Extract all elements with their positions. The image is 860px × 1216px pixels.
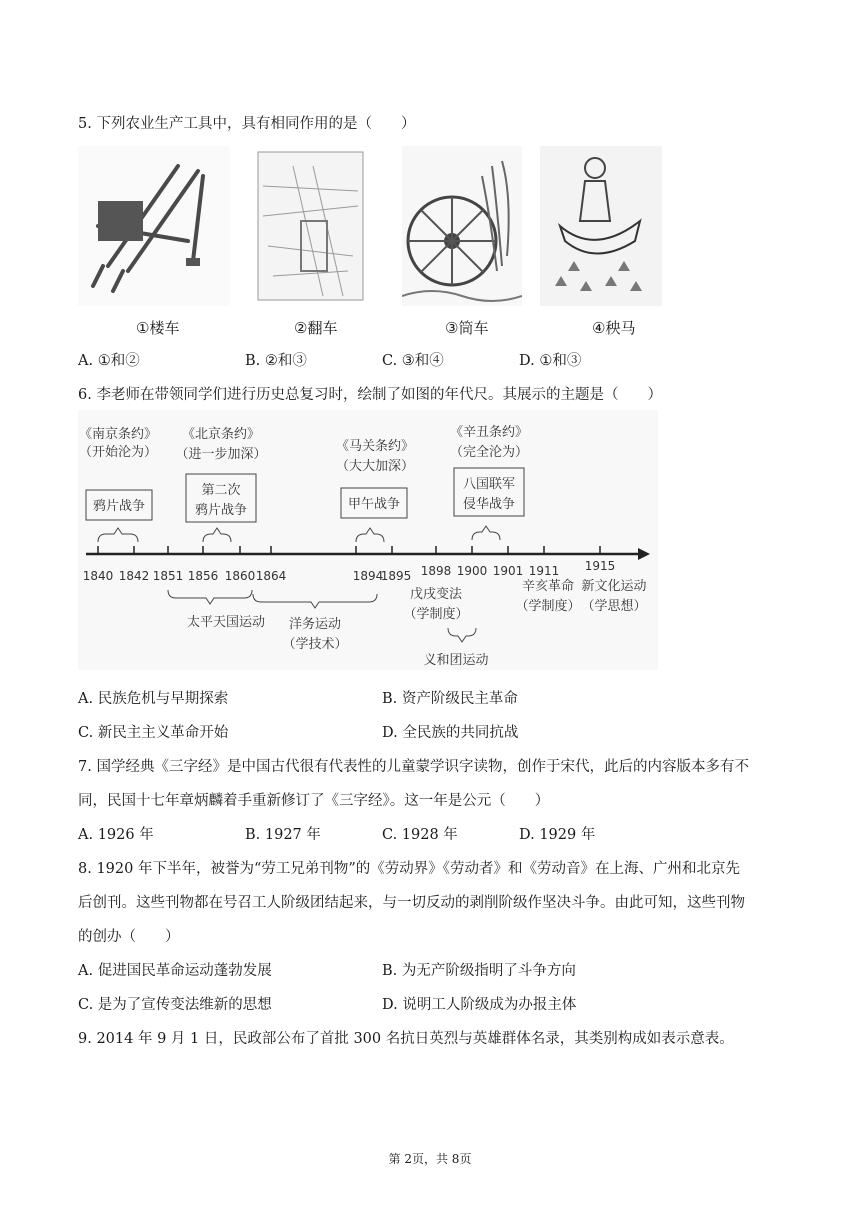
q6-option-d[interactable]: D. 全民族的共同抗战 — [382, 725, 519, 741]
q5-option-d[interactable]: D. ①和③ — [519, 353, 582, 369]
event-opium-war: 鸦片战争 — [92, 499, 146, 514]
year-1911: 1911 — [528, 564, 560, 578]
event-hundred-days-reform: 戊戌变法 — [409, 587, 463, 602]
chain-pump-icon — [253, 146, 368, 306]
question-7-stem-2: 同，民国十七年章炳麟着手重新修订了《三字经》。这一年是公元（ ） — [78, 793, 550, 809]
event-sino-japanese-war: 甲午战争 — [347, 497, 401, 512]
treaty-beijing: 《北京条约》 — [181, 427, 261, 442]
q8-option-b[interactable]: B. 为无产阶级指明了斗争方向 — [382, 963, 576, 979]
q7-option-c[interactable]: C. 1928 年 — [382, 827, 458, 843]
q8-option-d[interactable]: D. 说明工人阶级成为办报主体 — [382, 997, 577, 1013]
question-8-stem-3: 的创办（ ） — [78, 929, 180, 945]
q5-option-a[interactable]: A. ①和② — [78, 353, 140, 369]
question-5-stem: 5. 下列农业生产工具中，具有相同作用的是（ ） — [78, 116, 416, 132]
note-shimonoseki: （大大加深） — [335, 459, 415, 474]
note-new-culture: （学思想） — [581, 599, 647, 614]
q5-option-b[interactable]: B. ②和③ — [245, 353, 307, 369]
image-label-2: ②翻车 — [294, 319, 338, 337]
q7-option-a[interactable]: A. 1926 年 — [78, 827, 154, 843]
year-1856: 1856 — [187, 569, 219, 583]
seed-drill-icon — [78, 146, 230, 306]
q6-option-c[interactable]: C. 新民主主义革命开始 — [78, 725, 229, 741]
image-label-3: ③筒车 — [445, 319, 489, 337]
question-8-stem-2: 后创刊。这些刊物都在号召工人阶级团结起来，与一切反动的剥削阶级作坚决斗争。由此可知，这些刊物 — [78, 895, 745, 911]
event-eight-nation-1: 八国联军 — [462, 477, 516, 492]
image-label-1: ①楼车 — [136, 319, 180, 337]
event-taiping: 太平天国运动 — [186, 615, 266, 630]
treaty-boxer: 《辛丑条约》 — [449, 425, 529, 440]
note-boxer: （完全沦为） — [449, 445, 529, 460]
note-nanjing: （开始沦为） — [78, 445, 158, 460]
q5-option-c[interactable]: C. ③和④ — [382, 353, 444, 369]
event-second-opium-war-2: 鸦片战争 — [194, 503, 248, 518]
image-label-4: ④秧马 — [592, 319, 636, 337]
seedling-horse-icon — [540, 146, 662, 306]
q8-option-c[interactable]: C. 是为了宣传变法维新的思想 — [78, 997, 272, 1013]
year-1901: 1901 — [492, 564, 524, 578]
q6-option-a[interactable]: A. 民族危机与早期探索 — [78, 691, 229, 707]
treaty-shimonoseki: 《马关条约》 — [335, 439, 415, 454]
q8-option-a[interactable]: A. 促进国民革命运动蓬勃发展 — [78, 963, 272, 979]
event-second-opium-war-1: 第二次 — [201, 483, 241, 498]
question-7-stem-1: 7. 国学经典《三字经》是中国古代很有代表性的儿童蒙学识字读物，创作于宋代，此后的内容版本多有不 — [78, 759, 749, 775]
year-1894: 1894 — [352, 569, 384, 583]
waterwheel-icon — [402, 146, 522, 306]
year-1842: 1842 — [118, 569, 150, 583]
year-1860: 1860 — [224, 569, 256, 583]
event-xinhai-revolution: 辛亥革命 — [521, 579, 575, 594]
q7-option-d[interactable]: D. 1929 年 — [519, 827, 596, 843]
year-1851: 1851 — [152, 569, 184, 583]
year-1915: 1915 — [584, 559, 616, 573]
note-xinhai-revolution: （学制度） — [515, 599, 581, 614]
year-1898: 1898 — [420, 564, 452, 578]
event-westernization: 洋务运动 — [288, 617, 342, 632]
note-westernization: （学技术） — [282, 637, 348, 652]
event-eight-nation-2: 侵华战争 — [462, 497, 516, 512]
note-hundred-days-reform: （学制度） — [403, 607, 469, 622]
event-new-culture: 新文化运动 — [581, 579, 647, 594]
question-8-stem-1: 8. 1920 年下半年，被誉为“劳工兄弟刊物”的《劳动界》《劳动者》和《劳动音》在上海、广州和北京先 — [78, 861, 741, 877]
year-1900: 1900 — [456, 564, 488, 578]
q6-option-b[interactable]: B. 资产阶级民主革命 — [382, 691, 518, 707]
year-1895: 1895 — [380, 569, 412, 583]
note-beijing: （进一步加深） — [175, 447, 267, 462]
q7-option-b[interactable]: B. 1927 年 — [245, 827, 321, 843]
event-boxer-movement: 义和团运动 — [423, 653, 489, 668]
year-1864: 1864 — [255, 569, 287, 583]
question-9-stem: 9. 2014 年 9 月 1 日，民政部公布了首批 300 名抗日英烈与英雄群体名录，其类别构成如表示意表。 — [78, 1031, 734, 1047]
page-footer: 第 2页，共 8页 — [388, 1152, 472, 1166]
year-1840: 1840 — [82, 569, 114, 583]
treaty-nanjing: 《南京条约》 — [78, 427, 158, 442]
timeline-chart — [78, 410, 658, 670]
question-6-stem: 6. 李老师在带领同学们进行历史总复习时，绘制了如图的年代尺。其展示的主题是（ ） — [78, 387, 662, 403]
